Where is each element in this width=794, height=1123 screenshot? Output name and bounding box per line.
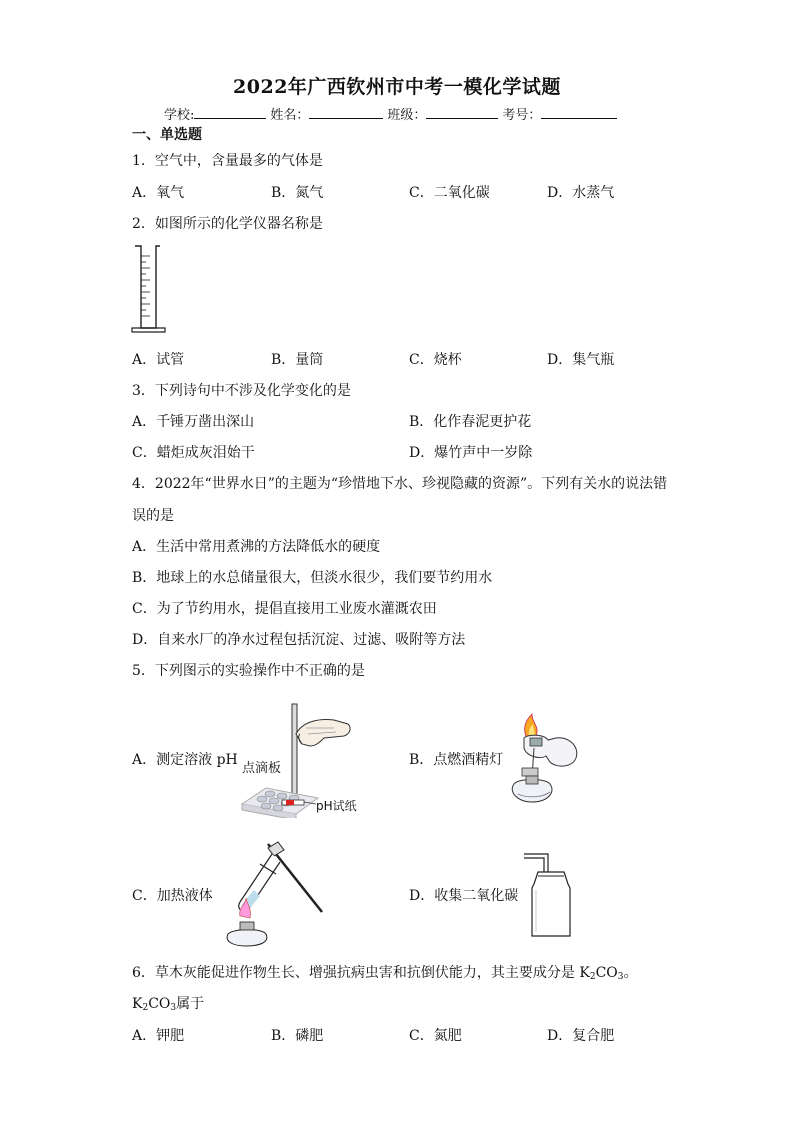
q1-option-b[interactable] (271, 182, 323, 202)
q3-option-c[interactable] (132, 442, 255, 462)
option-key: C． (409, 185, 434, 201)
option-text: 化作春泥更护花 (433, 414, 532, 430)
q6-option-c[interactable] (409, 1025, 462, 1045)
question-2 (132, 213, 323, 233)
question-stem: 如图所示的化学仪器名称是 (154, 216, 323, 232)
option-text: 爆竹声中一岁除 (434, 445, 533, 461)
alcohol-lamp-lighting-figure (496, 712, 588, 804)
q1-option-c[interactable] (409, 182, 490, 202)
option-text: 二氧化碳 (433, 185, 490, 201)
formula-part: CO (148, 996, 171, 1012)
option-text: 钾肥 (156, 1028, 185, 1044)
q4-option-b[interactable] (132, 567, 492, 587)
option-text: 收集二氧化碳 (434, 888, 519, 904)
option-key: A． (132, 185, 157, 201)
q2-option-b[interactable] (271, 349, 323, 369)
option-key: D． (132, 632, 158, 648)
q3-option-a[interactable] (132, 411, 254, 431)
option-key: C． (132, 888, 157, 904)
gas-collecting-bottle-figure (524, 850, 580, 940)
option-key: C． (132, 445, 157, 461)
class-field[interactable] (426, 104, 498, 119)
question-stem: 下列图示的实验操作中不正确的是 (154, 663, 365, 679)
option-text: 点燃酒精灯 (433, 752, 504, 768)
q2-option-a[interactable] (132, 349, 184, 369)
question-4-line-2: 误的是 (132, 508, 174, 524)
q5-option-a[interactable] (132, 749, 238, 769)
student-info-row (164, 104, 621, 123)
question-number: 6． (132, 965, 155, 981)
stem-end: 。 (623, 965, 638, 981)
formula-part: K (132, 996, 143, 1012)
option-text: 测定溶液 pH (156, 752, 238, 768)
question-stem: 草木灰能促进作物生长、增强抗病虫害和抗倒伏能力，其主要成分是 K (154, 965, 590, 981)
number-label: 考号： (502, 108, 542, 123)
option-key: B． (271, 185, 296, 201)
question-1 (132, 150, 323, 170)
option-text: 试管 (156, 352, 185, 368)
option-key: A． (132, 752, 157, 768)
ph-paper-label: pH试纸 (316, 799, 357, 813)
option-text: 蜡炬成灰泪始干 (156, 445, 255, 461)
option-text: 烧杯 (433, 352, 462, 368)
option-text: 水蒸气 (572, 185, 615, 201)
option-key: D． (409, 445, 435, 461)
class-label: 班级： (387, 108, 427, 123)
subscript: 3 (170, 1003, 177, 1013)
option-text: 为了节约用水，提倡直接用工业废水灌溉农田 (156, 601, 437, 617)
q5-option-d[interactable] (409, 885, 518, 905)
ph-test-figure (236, 700, 376, 818)
option-key: D． (547, 185, 573, 201)
q6-option-d[interactable] (547, 1025, 614, 1045)
section-heading: 一、单选题 (132, 127, 202, 143)
heating-liquid-figure (212, 838, 330, 948)
q6-option-a[interactable] (132, 1025, 184, 1045)
q5-option-c[interactable] (132, 885, 213, 905)
question-number: 2． (132, 216, 155, 232)
subscript: 3 (617, 972, 624, 982)
option-key: C． (409, 1028, 434, 1044)
question-stem: 下列诗句中不涉及化学变化的是 (154, 383, 351, 399)
number-field[interactable] (541, 104, 617, 119)
q4-option-a[interactable] (132, 536, 380, 556)
q3-option-d[interactable] (409, 442, 532, 462)
option-text: 量筒 (295, 352, 324, 368)
q4-option-d[interactable] (132, 629, 465, 649)
stem-end: 属于 (176, 996, 205, 1012)
subscript: 2 (142, 1003, 149, 1013)
q5-option-b[interactable] (409, 749, 503, 769)
option-key: B． (132, 570, 157, 586)
option-text: 地球上的水总储量很大，但淡水很少，我们要节约用水 (156, 570, 493, 586)
option-text: 自来水厂的净水过程包括沉淀、过滤、吸附等方法 (157, 632, 466, 648)
q4-option-c[interactable] (132, 598, 437, 618)
option-key: A． (132, 414, 157, 430)
question-5 (132, 660, 365, 680)
graduated-cylinder-figure (130, 242, 170, 336)
option-key: A． (132, 352, 157, 368)
q6-option-b[interactable] (271, 1025, 323, 1045)
option-key: A． (132, 1028, 157, 1044)
question-stem: 空气中，含量最多的气体是 (154, 153, 323, 169)
option-key: D． (547, 1028, 573, 1044)
name-field[interactable] (309, 104, 383, 119)
option-key: B． (271, 1028, 296, 1044)
option-key: C． (409, 352, 434, 368)
q1-option-d[interactable] (547, 182, 614, 202)
option-text: 氮肥 (433, 1028, 462, 1044)
option-key: A． (132, 539, 157, 555)
option-text: 千锤万凿出深山 (156, 414, 255, 430)
exam-title: 2022年广西钦州市中考一模化学试题 (233, 76, 561, 98)
option-key: B． (271, 352, 296, 368)
option-text: 生活中常用煮沸的方法降低水的硬度 (156, 539, 381, 555)
name-label: 姓名： (270, 108, 310, 123)
formula-part: CO (595, 965, 618, 981)
q2-option-c[interactable] (409, 349, 462, 369)
option-text: 磷肥 (295, 1028, 324, 1044)
subscript: 2 (589, 972, 596, 982)
option-key: B． (409, 752, 434, 768)
school-label: 学校: (164, 108, 195, 123)
option-key: D． (409, 888, 435, 904)
question-6-line-2 (132, 993, 204, 1013)
question-number: 5． (132, 663, 155, 679)
school-field[interactable] (194, 104, 266, 119)
question-3 (132, 380, 351, 400)
option-text: 加热液体 (156, 888, 213, 904)
question-number: 3． (132, 383, 155, 399)
option-key: D． (547, 352, 573, 368)
option-text: 集气瓶 (572, 352, 615, 368)
q2-option-d[interactable] (547, 349, 614, 369)
option-text: 复合肥 (572, 1028, 615, 1044)
option-text: 氧气 (156, 185, 185, 201)
question-4 (132, 473, 667, 493)
option-key: B． (409, 414, 434, 430)
question-number: 1． (132, 153, 155, 169)
option-text: 氮气 (295, 185, 324, 201)
question-stem: 2022年“世界水日”的主题为“珍惜地下水、珍视隐藏的资源”。下列有关水的说法错 (154, 476, 668, 492)
plate-label: 点滴板 (242, 761, 282, 776)
option-key: C． (132, 601, 157, 617)
q3-option-b[interactable] (409, 411, 531, 431)
question-number: 4． (132, 476, 155, 492)
q1-option-a[interactable] (132, 182, 184, 202)
question-6 (132, 962, 638, 982)
